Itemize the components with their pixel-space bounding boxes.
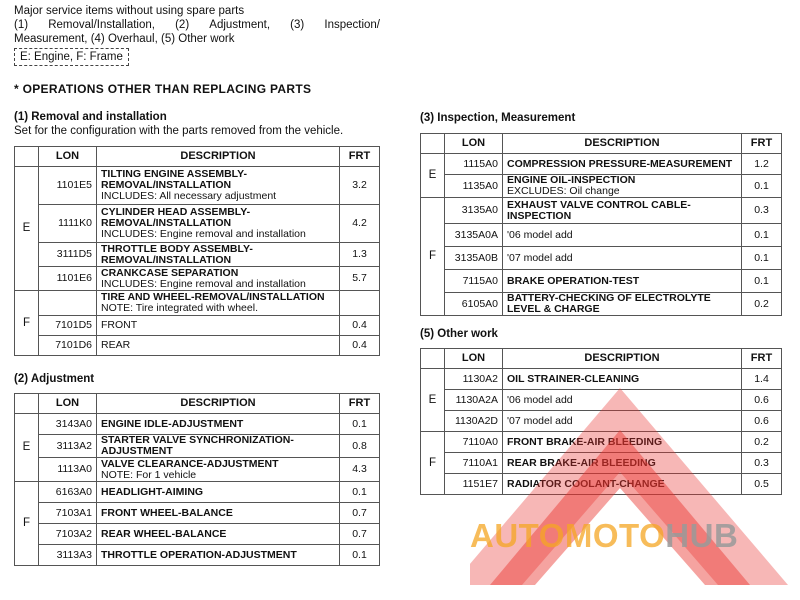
group-legend: E: Engine, F: Frame bbox=[14, 48, 129, 66]
table-row bbox=[15, 267, 380, 291]
section-title-removal: (1) Removal and installation bbox=[14, 111, 167, 123]
section-title-other: (5) Other work bbox=[420, 328, 498, 340]
lon-cell: 1151E7 bbox=[445, 474, 503, 495]
header-frt: FRT bbox=[340, 394, 380, 414]
table-header-row bbox=[15, 394, 380, 414]
intro-word: (3) bbox=[290, 19, 305, 31]
table-row bbox=[15, 336, 380, 356]
lon-cell: 6105A0 bbox=[445, 293, 503, 316]
intro-line-1: Major service items without using spare parts bbox=[14, 5, 245, 17]
lon-cell: 7101D5 bbox=[39, 316, 97, 336]
description-cell bbox=[97, 167, 340, 205]
frt-cell: 0.2 bbox=[742, 432, 782, 453]
frt-cell: 5.7 bbox=[340, 267, 380, 291]
lon-cell: 3111D5 bbox=[39, 243, 97, 267]
frt-cell: 0.1 bbox=[340, 414, 380, 435]
description-main: ENGINE IDLE-ADJUSTMENT bbox=[101, 417, 244, 430]
section-title-inspection: (3) Inspection, Measurement bbox=[420, 112, 576, 124]
lon-cell: 3135A0B bbox=[445, 247, 503, 270]
frt-cell: 0.4 bbox=[340, 316, 380, 336]
table-row bbox=[15, 291, 380, 316]
lon-cell: 3135A0 bbox=[445, 198, 503, 224]
description-cell bbox=[97, 243, 340, 267]
description-main: REAR BRAKE-AIR BLEEDING bbox=[507, 456, 656, 469]
frt-cell: 0.1 bbox=[742, 175, 782, 198]
description-cell bbox=[503, 175, 742, 198]
intro-line-2 bbox=[14, 18, 380, 32]
description-cell bbox=[97, 435, 340, 458]
lon-cell: 3113A2 bbox=[39, 435, 97, 458]
description-main: CRANKCASE SEPARATION bbox=[101, 266, 239, 279]
intro-word: Inspection/ bbox=[324, 19, 380, 31]
intro-word: Removal/Installation, bbox=[48, 19, 155, 31]
frt-cell: 1.2 bbox=[742, 154, 782, 175]
frt-cell: 1.3 bbox=[340, 243, 380, 267]
table-header-row bbox=[421, 349, 782, 369]
table-row bbox=[421, 175, 782, 198]
lon-cell: 1135A0 bbox=[445, 175, 503, 198]
lon-cell: 6163A0 bbox=[39, 482, 97, 503]
description-main: STARTER VALVE SYNCHRONIZATION-ADJUSTMENT bbox=[101, 434, 294, 457]
removal-table bbox=[14, 146, 380, 356]
header-lon: LON bbox=[445, 349, 503, 369]
description-cell bbox=[503, 247, 742, 270]
frt-cell: 0.2 bbox=[742, 293, 782, 316]
inspection-table bbox=[420, 133, 782, 316]
header-group bbox=[15, 147, 39, 167]
frt-cell: 0.4 bbox=[340, 336, 380, 356]
header-description: DESCRIPTION bbox=[97, 394, 340, 414]
description-main: TILTING ENGINE ASSEMBLY-REMOVAL/INSTALLATION bbox=[101, 168, 248, 191]
description-note: NOTE: Tire integrated with wheel. bbox=[101, 302, 258, 314]
header-frt: FRT bbox=[340, 147, 380, 167]
description-cell bbox=[97, 205, 340, 243]
frt-cell bbox=[340, 291, 380, 316]
description-cell bbox=[97, 267, 340, 291]
header-description: DESCRIPTION bbox=[503, 349, 742, 369]
description-note: INCLUDES: Engine removal and installation bbox=[101, 228, 306, 240]
table-row bbox=[15, 414, 380, 435]
lon-cell: 1113A0 bbox=[39, 458, 97, 482]
header-description: DESCRIPTION bbox=[97, 147, 340, 167]
adjustment-table bbox=[14, 393, 380, 566]
lon-cell: 3113A3 bbox=[39, 545, 97, 566]
header-lon: LON bbox=[39, 147, 97, 167]
description-note: INCLUDES: Engine removal and installation bbox=[101, 277, 306, 290]
description-main: FRONT BRAKE-AIR BLEEDING bbox=[507, 435, 663, 448]
lon-cell: 1111K0 bbox=[39, 205, 97, 243]
table-row bbox=[15, 435, 380, 458]
automotohub-watermark bbox=[470, 380, 800, 595]
description-cell bbox=[97, 291, 340, 316]
description-main: OIL STRAINER-CLEANING bbox=[507, 372, 640, 385]
lon-cell: 1101E5 bbox=[39, 167, 97, 205]
description-note: FRONT bbox=[101, 319, 138, 331]
frt-cell: 3.2 bbox=[340, 167, 380, 205]
header-frt: FRT bbox=[742, 349, 782, 369]
frt-cell: 4.2 bbox=[340, 205, 380, 243]
lon-cell: 7101D6 bbox=[39, 336, 97, 356]
description-cell bbox=[503, 154, 742, 175]
table-header-row bbox=[421, 134, 782, 154]
description-main: TIRE AND WHEEL-REMOVAL/INSTALLATION bbox=[101, 291, 325, 303]
intro-word: Adjustment, bbox=[209, 19, 271, 31]
table-header-row bbox=[15, 147, 380, 167]
table-row bbox=[421, 198, 782, 224]
table-row bbox=[15, 503, 380, 524]
description-note: NOTE: For 1 vehicle bbox=[101, 468, 197, 481]
group-cell: E bbox=[421, 369, 445, 432]
table-row bbox=[15, 545, 380, 566]
page-title: * OPERATIONS OTHER THAN REPLACING PARTS bbox=[14, 82, 312, 96]
group-cell: F bbox=[421, 432, 445, 495]
group-cell: E bbox=[15, 414, 39, 482]
lon-cell: 7103A1 bbox=[39, 503, 97, 524]
lon-cell: 1130A2 bbox=[445, 369, 503, 390]
description-cell bbox=[503, 270, 742, 293]
table-row bbox=[15, 316, 380, 336]
group-cell: F bbox=[15, 482, 39, 566]
description-main: BATTERY-CHECKING OF ELECTROLYTE LEVEL & CHARGE bbox=[507, 292, 711, 315]
intro-word: (2) bbox=[175, 19, 190, 31]
header-group bbox=[421, 349, 445, 369]
table-row bbox=[15, 458, 380, 482]
frt-cell: 0.1 bbox=[340, 482, 380, 503]
frt-cell: 0.6 bbox=[742, 390, 782, 411]
description-cell bbox=[97, 482, 340, 503]
description-main: BRAKE OPERATION-TEST bbox=[507, 274, 640, 287]
description-main: REAR WHEEL-BALANCE bbox=[101, 527, 227, 540]
lon-cell: 3135A0A bbox=[445, 224, 503, 247]
description-main: COMPRESSION PRESSURE-MEASUREMENT bbox=[507, 157, 733, 170]
intro-word: (1) bbox=[14, 19, 29, 31]
section-title-adjustment: (2) Adjustment bbox=[14, 373, 95, 385]
watermark-text-2: HUB bbox=[665, 517, 739, 554]
frt-cell: 0.8 bbox=[340, 435, 380, 458]
table-row bbox=[421, 293, 782, 316]
description-cell bbox=[97, 316, 340, 336]
frt-cell: 0.5 bbox=[742, 474, 782, 495]
description-main: VALVE CLEARANCE-ADJUSTMENT bbox=[101, 457, 279, 470]
header-group bbox=[15, 394, 39, 414]
description-main: THROTTLE OPERATION-ADJUSTMENT bbox=[101, 548, 297, 561]
table-row bbox=[15, 243, 380, 267]
description-main: FRONT WHEEL-BALANCE bbox=[101, 506, 233, 519]
group-cell: E bbox=[15, 167, 39, 291]
description-cell bbox=[97, 458, 340, 482]
description-note: '07 model add bbox=[507, 414, 573, 427]
description-cell bbox=[97, 524, 340, 545]
lon-cell: 1130A2D bbox=[445, 411, 503, 432]
description-cell bbox=[97, 336, 340, 356]
table-row bbox=[421, 270, 782, 293]
frt-cell: 1.4 bbox=[742, 369, 782, 390]
lon-cell: 1130A2A bbox=[445, 390, 503, 411]
header-lon: LON bbox=[445, 134, 503, 154]
group-cell: F bbox=[15, 291, 39, 356]
description-cell bbox=[503, 224, 742, 247]
table-row bbox=[15, 524, 380, 545]
header-group bbox=[421, 134, 445, 154]
lon-cell bbox=[39, 291, 97, 316]
frt-cell: 0.1 bbox=[340, 545, 380, 566]
lon-cell: 7110A1 bbox=[445, 453, 503, 474]
description-cell bbox=[97, 503, 340, 524]
description-cell bbox=[503, 293, 742, 316]
lon-cell: 7103A2 bbox=[39, 524, 97, 545]
table-row bbox=[421, 247, 782, 270]
section-subtitle-removal: Set for the configuration with the parts removed from the vehicle. bbox=[14, 125, 344, 137]
table-row bbox=[421, 154, 782, 175]
description-main: ENGINE OIL-INSPECTION bbox=[507, 174, 636, 186]
lon-cell: 7115A0 bbox=[445, 270, 503, 293]
description-main: CYLINDER HEAD ASSEMBLY-REMOVAL/INSTALLATION bbox=[101, 206, 251, 229]
intro-text bbox=[14, 4, 380, 46]
description-note: REAR bbox=[101, 339, 131, 351]
lon-cell: 7110A0 bbox=[445, 432, 503, 453]
description-note: '06 model add bbox=[507, 393, 573, 406]
frt-cell: 0.3 bbox=[742, 453, 782, 474]
frt-cell: 0.7 bbox=[340, 503, 380, 524]
description-cell bbox=[97, 414, 340, 435]
lon-cell: 3143A0 bbox=[39, 414, 97, 435]
group-cell: E bbox=[421, 154, 445, 198]
table-row bbox=[15, 167, 380, 205]
frt-cell: 0.1 bbox=[742, 247, 782, 270]
intro-line-3: Measurement, (4) Overhaul, (5) Other work bbox=[14, 33, 235, 45]
header-frt: FRT bbox=[742, 134, 782, 154]
frt-cell: 4.3 bbox=[340, 458, 380, 482]
frt-cell: 0.1 bbox=[742, 224, 782, 247]
description-note: '06 model add bbox=[507, 228, 573, 241]
description-main: EXHAUST VALVE CONTROL CABLE-INSPECTION bbox=[507, 198, 691, 222]
description-main: HEADLIGHT-AIMING bbox=[101, 485, 204, 498]
description-note: '07 model add bbox=[507, 251, 573, 264]
frt-cell: 0.3 bbox=[742, 198, 782, 224]
description-cell bbox=[503, 198, 742, 224]
frt-cell: 0.6 bbox=[742, 411, 782, 432]
table-row bbox=[15, 205, 380, 243]
watermark-text-1: AUTOMOTO bbox=[470, 517, 666, 554]
description-cell bbox=[97, 545, 340, 566]
triangle-logo-icon bbox=[470, 380, 800, 595]
frt-cell: 0.1 bbox=[742, 270, 782, 293]
description-note: EXCLUDES: Oil change bbox=[507, 185, 620, 197]
lon-cell: 1101E6 bbox=[39, 267, 97, 291]
description-note: INCLUDES: All necessary adjustment bbox=[101, 190, 277, 202]
group-cell: F bbox=[421, 198, 445, 316]
header-description: DESCRIPTION bbox=[503, 134, 742, 154]
table-row bbox=[15, 482, 380, 503]
description-main: RADIATOR COOLANT-CHANGE bbox=[507, 477, 665, 490]
header-lon: LON bbox=[39, 394, 97, 414]
description-main: THROTTLE BODY ASSEMBLY-REMOVAL/INSTALLATION bbox=[101, 242, 253, 266]
lon-cell: 1115A0 bbox=[445, 154, 503, 175]
frt-cell: 0.7 bbox=[340, 524, 380, 545]
table-row bbox=[421, 224, 782, 247]
